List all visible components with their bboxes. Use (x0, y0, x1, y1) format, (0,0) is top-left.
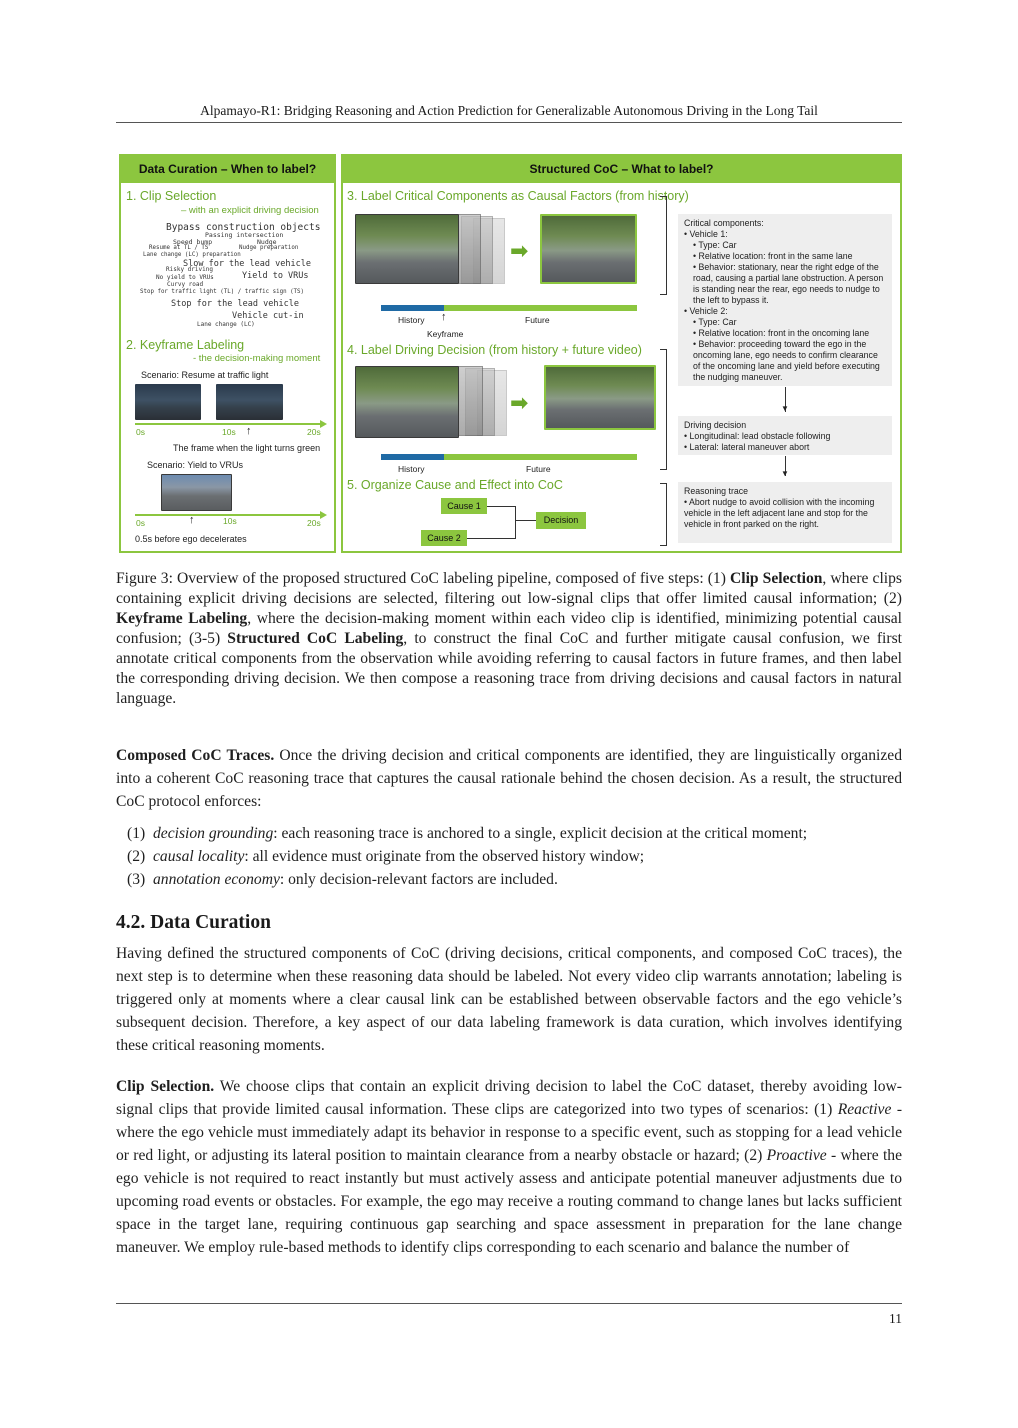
word-cloud-term: Nudge preparation (239, 245, 299, 251)
step2-title: 2. Keyframe Labeling (126, 338, 245, 352)
driving-item: • Lateral: lateral maneuver abort (684, 442, 886, 453)
word-cloud-term: Slow for the lead vehicle (183, 259, 311, 269)
scenario-2-label: Scenario: Yield to VRUs (147, 460, 244, 470)
connector (467, 538, 515, 539)
paragraph-text: Once the driving decision and critical components are identified, they are linguistically organized into a coherent CoC reasoning trace that captures the causal rationale behind the chosen decision. As a result, the structured CoC protocol enforces: (116, 747, 902, 810)
word-cloud-term: Yield to VRUs (242, 271, 309, 281)
cause-2-box: Cause 2 (421, 530, 467, 546)
footer-rule (116, 1303, 902, 1304)
bracket (660, 349, 667, 470)
vru-frame (161, 474, 232, 511)
bracket (660, 196, 667, 295)
paragraph-text: - where the ego vehicle is not required to react instantly but must actively assess and anticipate potential maneuver adjustments due to upcoming road events or obstacles. For example, the ego may receive a routing command to change lanes but lacks sufficient space in the target lane, requiring continuous gap searching and space assessment in preparation for the lane change maneuver. We employ rule-based methods to identify clips corresponding to each scenario and balance the number of (116, 1147, 902, 1256)
reasoning-item: • Abort nudge to avoid collision with the incoming vehicle in the left adjacent lane and stop for the vehicle in front parked on the right. (684, 497, 886, 530)
vehicle-1-item: • Behavior: stationary, near the right edge of the road, causing a partial lane obstruction. A person is standing near the rear, ego needs to nudge to the left to bypass it. (693, 262, 886, 306)
scenario-1-note: The frame when the light turns green (173, 443, 321, 453)
future-bar (444, 454, 637, 460)
word-cloud-term: Curvy road (167, 281, 204, 288)
composed-paragraph (116, 744, 902, 813)
timeline-1 (135, 423, 320, 425)
history-keyframe-image (355, 214, 459, 284)
driving-heading: Driving decision (684, 420, 747, 430)
list-num: (1) (127, 825, 146, 842)
vehicle-1-item: • Type: Car (693, 240, 886, 251)
step2-subtitle: - the decision-making moment (193, 353, 321, 364)
critical-heading: Critical components: (684, 218, 764, 228)
caption-text: , to construct the final CoC and further mitigate causal confusion, we first annotate critical components from the observation while avoiding referring to causal factors in future frames, and then label the corresponding driving decision. We then compose a reasoning trace from driving decisions and causal factors in natural language. (116, 630, 902, 707)
list-item (127, 847, 644, 867)
driving-decision-box (678, 416, 892, 455)
step1-subtitle: – with an explicit driving decision (181, 205, 319, 216)
keyframe-up-arrow-1: ↑ (246, 425, 252, 437)
connector (487, 506, 515, 507)
connector (515, 506, 516, 539)
structured-coc-title: Structured CoC – What to label? (343, 156, 900, 183)
figure-3 (119, 154, 902, 553)
connector (515, 520, 536, 521)
word-cloud-term: Stop for the lead vehicle (171, 299, 299, 309)
keyframe-up-arrow-2: ↑ (189, 514, 195, 526)
word-cloud-term: Vehicle cut-in (232, 311, 304, 321)
paragraph-italic: Reactive (837, 1101, 892, 1118)
future-decision-image (544, 365, 656, 430)
paragraph-text: - where the ego vehicle must immediately adapt its behavior in response to a specific event, such as stopping for a lead vehicle or red light, or adjusting its lateral position to maintain clearance from a nearby obstacle or hazard; (2) (116, 1101, 903, 1164)
structured-coc-panel (341, 154, 902, 553)
caption-bold: Structured CoC Labeling (227, 630, 404, 647)
paragraph-italic: Proactive (766, 1147, 827, 1164)
reasoning-trace-box (678, 482, 892, 543)
caption-text: , where the decision-making moment within each video clip is identified, minimizing potential causal confusion; (3-5) (116, 610, 902, 647)
caption-bold: Clip Selection (729, 570, 823, 587)
scenario-2-note: 0.5s before ego decelerates (135, 534, 247, 544)
word-cloud-term: Bypass construction objects (166, 222, 321, 233)
list-num: (3) (127, 871, 146, 888)
driving-item: • Longitudinal: lead obstacle following (684, 431, 886, 442)
vehicle-2-item: • Behavior: proceeding toward the ego in the oncoming lane, ego needs to confirm clearance of the oncoming lane and yield before executing the nudging maneuver. (693, 339, 886, 383)
down-arrow-icon: ▼ (781, 404, 789, 413)
data-curation-title: Data Curation – When to label? (121, 156, 334, 183)
bracket (660, 483, 667, 546)
history-bar (381, 454, 444, 460)
header-rule (116, 122, 902, 123)
step1-title: 1. Clip Selection (126, 189, 217, 203)
data-curation-panel (119, 154, 336, 553)
future-bar (444, 305, 637, 311)
word-cloud-term: Lane change (LC) preparation (143, 252, 241, 258)
word-cloud-term: Passing intersection (205, 231, 284, 239)
paragraph-text: We choose clips that contain an explicit driving decision to label the CoC dataset, thereby avoiding low-signal clips that provide limited causal information. These clips are categorized into two types of scenarios: (1) (116, 1078, 902, 1118)
vehicle-1-item: • Relative location: front in the same lane (693, 251, 886, 262)
list-item (127, 824, 807, 844)
step4-title: 4. Label Driving Decision (from history + future video) (347, 343, 642, 357)
page-number: 11 (889, 1311, 902, 1326)
word-cloud-term: Risky driving (166, 266, 213, 273)
list-term: annotation economy (152, 871, 280, 888)
word-cloud-term: Speed bump (173, 238, 213, 246)
list-text: : only decision-relevant factors are included. (279, 871, 558, 888)
word-cloud-term: Lane change (LC) (197, 321, 255, 328)
timeline-1-arrow (320, 420, 327, 428)
future-frame-image (540, 214, 637, 284)
decision-box: Decision (536, 512, 586, 529)
right-arrow-icon: ➡ (510, 390, 529, 415)
paragraph-lead: Clip Selection. (116, 1078, 215, 1095)
keyframe-up-arrow: ↑ (441, 311, 447, 323)
caption-text: , where clips containing explicit driving decisions are selected, filtering out low-signal clips that offer limited causal information; (2) (116, 570, 902, 607)
down-arrow-icon: ▼ (781, 469, 789, 478)
timeline-2-tick: 0s (136, 518, 145, 528)
caption-text: Figure 3: Overview of the proposed structured CoC labeling pipeline, composed of five steps: (1) (116, 570, 730, 587)
timeline-2-arrow (320, 511, 327, 519)
critical-components-box (678, 214, 892, 386)
vehicle-2-label: • Vehicle 2: (684, 306, 886, 317)
step3-title: 3. Label Critical Components as Causal Factors (from history) (347, 189, 689, 203)
reasoning-heading: Reasoning trace (684, 486, 749, 496)
list-term: decision grounding (152, 825, 274, 842)
future-label: Future (525, 315, 550, 325)
vehicle-2-item: • Type: Car (693, 317, 886, 328)
figure-caption (116, 569, 902, 709)
word-cloud-term: Nudge (257, 238, 277, 246)
cause-1-box: Cause 1 (441, 498, 487, 514)
vehicle-1-label: • Vehicle 1: (684, 229, 886, 240)
word-cloud-term: Stop for traffic light (TL) / traffic sign (TS) (140, 289, 305, 295)
word-cloud-term: Resume at TL / TS (149, 245, 209, 251)
timeline-2-tick: 20s (307, 518, 321, 528)
running-head: Alpamayo-R1: Bridging Reasoning and Action Prediction for Generalizable Autonomous Driving in the Long Tail (200, 103, 818, 118)
step5-title: 5. Organize Cause and Effect into CoC (347, 478, 563, 492)
future-label: Future (526, 464, 551, 474)
scenario-1-label: Scenario: Resume at traffic light (141, 370, 269, 380)
right-arrow-icon: ➡ (510, 238, 529, 263)
list-term: causal locality (152, 848, 245, 865)
history-decision-image (355, 366, 459, 438)
section-heading: 4.2. Data Curation (116, 912, 271, 933)
history-bar (381, 305, 444, 311)
timeline-1-tick: 10s (222, 427, 236, 437)
clip-selection-paragraph (116, 1075, 902, 1259)
timeline-1-tick: 0s (136, 427, 145, 437)
caption-bold: Keyframe Labeling (116, 610, 248, 627)
list-text: : all evidence must originate from the observed history window; (244, 848, 645, 865)
keyframe-label: Keyframe (427, 329, 464, 339)
timeline-2-tick: 10s (223, 516, 237, 526)
section-paragraph: Having defined the structured components of CoC (driving decisions, critical components, and composed CoC traces), the next step is to determine when these reasoning data should be labeled. Not every video clip warrants annotation; labeling is triggered only at moments where a clear causal link can be established between observable factors and the ego vehicle’s subsequent decision. Therefore, a key aspect of our data labeling framework is data curation, which involves identifying these critical reasoning moments. (116, 945, 902, 1054)
vehicle-2-item: • Relative location: front in the oncoming lane (693, 328, 886, 339)
history-label: History (398, 464, 425, 474)
list-num: (2) (127, 848, 146, 865)
traffic-light-frame-2 (216, 384, 283, 420)
list-item (127, 870, 558, 890)
word-cloud-term: No yield to VRUs (156, 274, 214, 281)
traffic-light-frame-1 (135, 384, 201, 420)
timeline-1-tick: 20s (307, 427, 321, 437)
history-label: History (398, 315, 425, 325)
paragraph-lead: Composed CoC Traces. (116, 747, 275, 764)
list-text: : each reasoning trace is anchored to a single, explicit decision at the critical moment; (273, 825, 808, 842)
